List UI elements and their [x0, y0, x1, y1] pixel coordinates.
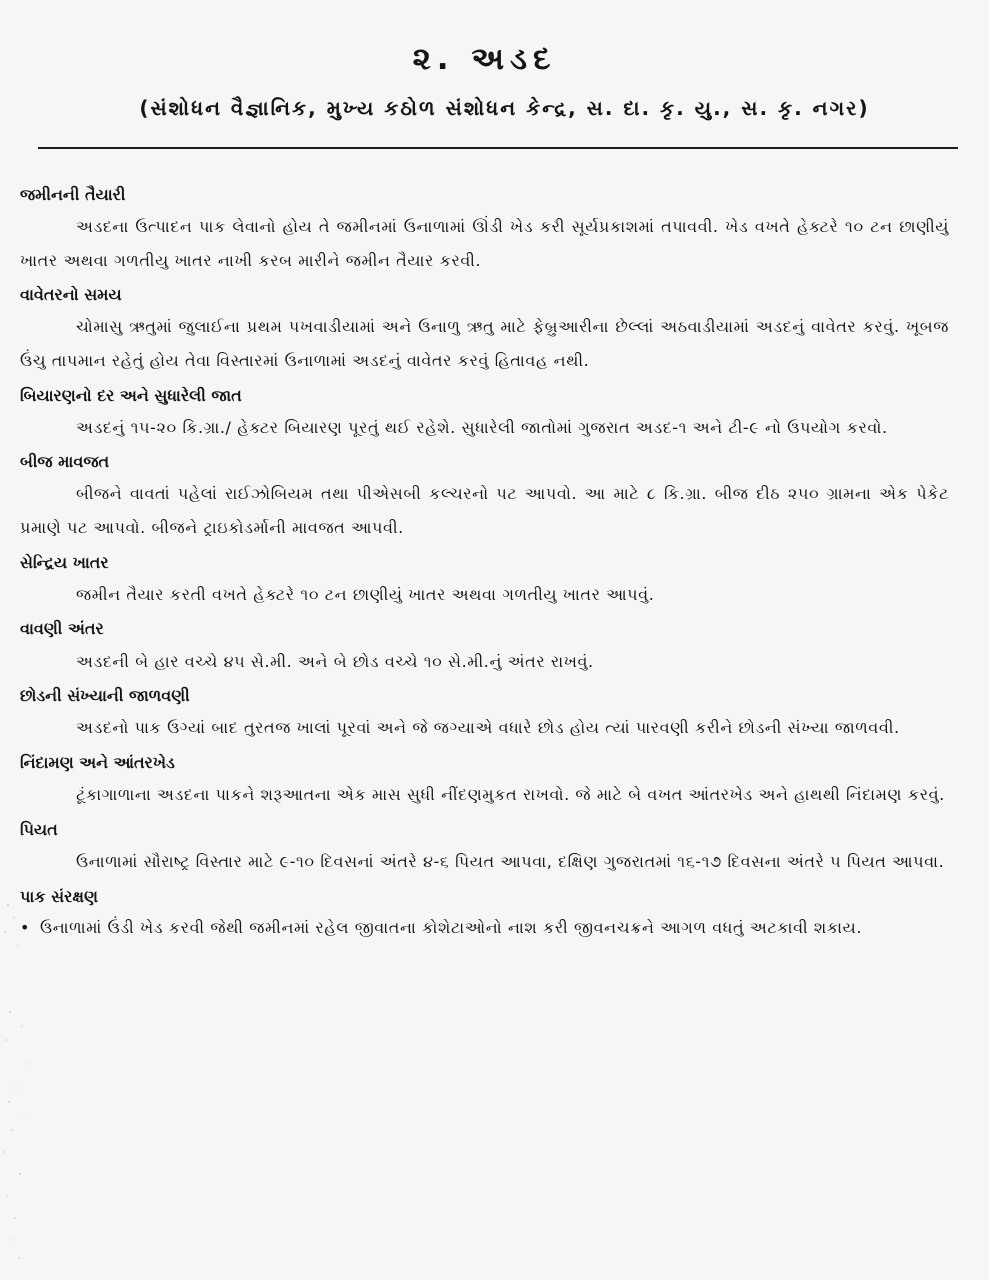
- bullet-text: ઉનાળામાં ઉંડી ખેડ કરવી જેથી જમીનમાં રહેલ જીવાતના કોશેટાઓનો નાશ કરી જીવનચક્રને આગળ વધતું અટકાવી શકાય.: [40, 917, 863, 937]
- section-land-preparation: [20, 183, 949, 277]
- page-title: ૨. અડદ: [412, 41, 557, 77]
- page-subtitle: (સંશોધન વૈજ્ઞાનિક, મુખ્ય કઠોળ સંશોધન કેન્દ્ર, સ. દા. કૃ. યુ., સ. કૃ. નગર): [139, 95, 870, 120]
- section-paragraph: અડદની બે હાર વચ્ચે ૪૫ સે.મી. અને બે છોડ વચ્ચે ૧૦ સે.મી.નું અંતર રાખવું.: [76, 651, 594, 671]
- section-paragraph: ઉનાળામાં સૌરાષ્ટ્ર વિસ્તાર માટે ૯-૧૦ દિવસનાં અંતરે ૪-૬ પિયત આપવા, દક્ષિણ ગુજરાતમાં ૧૬-૧૭ દિવસના અંતરે ૫ પિયત આપવા.: [76, 851, 945, 871]
- section-organic-manure: [20, 551, 949, 612]
- section-plant-population: [20, 684, 949, 745]
- bullet-icon: •: [20, 917, 30, 937]
- section-heading: બીજ માવજત: [20, 452, 110, 472]
- list-item: [20, 912, 949, 944]
- section-heading: વાવણી અંતર: [20, 619, 104, 639]
- section-paragraph: ટૂંકાગાળાના અડદના પાકને શરૂઆતના એક માસ સુધી નીંદણમુકત રાખવો. જે માટે બે વખત આંતરખેડ અને હાથથી નિંદામણ કરવું.: [76, 785, 945, 805]
- section-heading: છોડની સંખ્યાની જાળવણી: [20, 686, 190, 706]
- document-body: [20, 183, 949, 944]
- section-heading: જમીનની તૈયારી: [20, 184, 126, 204]
- section-heading: પિયત: [20, 819, 58, 839]
- section-weeding-interculture: [20, 751, 949, 812]
- section-paragraph: અડદના ઉત્પાદન પાક લેવાનો હોય તે જમીનમાં ઉનાળામાં ઊંડી ખેડ કરી સૂર્યપ્રકાશમાં તપાવવી. ખેડ વખતે હેક્ટરે ૧૦ ટન છાણીયું ખાતર અથવા ગળતીયુ ખાતર નાખી કરબ મારીને જમીન તૈયાર કરવી.: [20, 216, 949, 270]
- section-heading: નિંદામણ અને આંતરખેડ: [20, 753, 175, 772]
- section-paragraph: અડદનો પાક ઉગ્યાં બાદ તુરતજ ખાલાં પૂરવાં અને જે જગ્યાએ વધારે છોડ હોય ત્યાં પારવણી કરીને છોડની સંખ્યા જાળવવી.: [76, 718, 900, 738]
- section-paragraph: ચોમાસુ ઋતુમાં જુલાઈના પ્રથમ પખવાડીયામાં અને ઉનાળુ ઋતુ માટે ફેબ્રુઆરીના છેલ્લાં અઠવાડીયામાં અડદનું વાવેતર કરવું. ખૂબજ ઉંચુ તાપમાન રહેતું હોય તેવા વિસ્તારમાં ઉનાળામાં અડદનું વાવેતર કરવું હિતાવહ નથી.: [20, 317, 949, 370]
- section-irrigation: [20, 818, 949, 879]
- section-heading: પાક સંરક્ષણ: [20, 886, 98, 906]
- section-heading: વાવેતરનો સમય: [20, 285, 122, 305]
- section-heading: સેન્દ્રિય ખાતર: [20, 552, 109, 572]
- section-heading: બિયારણનો દર અને સુધારેલી જાત: [20, 385, 242, 405]
- section-seed-rate-varieties: [20, 384, 949, 445]
- horizontal-divider: [38, 147, 958, 149]
- section-paragraph: અડદનું ૧૫-૨૦ કિ.ગ્રા./ હેક્ટર બિયારણ પૂરતું થઈ રહેશે. સુધારેલી જાતોમાં ગુજરાત અડદ-૧ અને ટી-૯ નો ઉપયોગ કરવો.: [76, 417, 888, 437]
- section-seed-treatment: [20, 450, 949, 544]
- section-paragraph: જમીન તૈયાર કરતી વખતે હેક્ટરે ૧૦ ટન છાણીયું ખાતર અથવા ગળતીયુ ખાતર આપવું.: [76, 584, 655, 604]
- section-paragraph: બીજને વાવતાં પહેલાં રાઈઝોબિયમ તથા પીએસબી કલ્ચરનો પટ આપવો. આ માટે ૮ કિ.ગ્રા. બીજ દીઠ ૨૫૦ ગ્રામના એક પેકેટ પ્રમાણે પટ આપવો. બીજને ટ્રાઇકોડર્માની માવજત આપવી.: [20, 484, 949, 538]
- section-crop-protection: [20, 885, 949, 944]
- section-spacing: [20, 617, 949, 678]
- section-sowing-time: [20, 283, 949, 377]
